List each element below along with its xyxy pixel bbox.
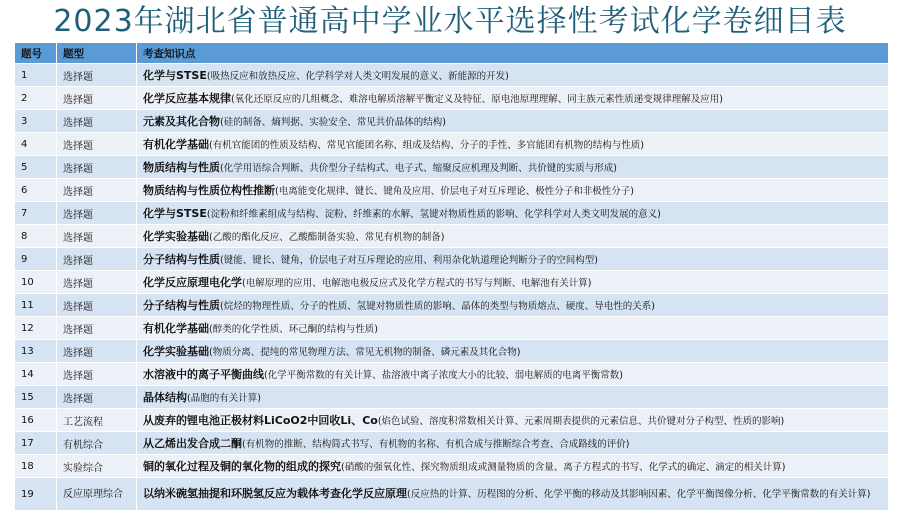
topic-text: 分子结构与性质 [143, 253, 220, 266]
cell-points [137, 455, 889, 478]
cell-type: 选择题 [57, 317, 137, 340]
cell-points [137, 248, 889, 271]
cell-points [137, 409, 889, 432]
table-row [15, 202, 889, 225]
cell-type: 选择题 [57, 225, 137, 248]
cell-num: 3 [15, 110, 57, 133]
cell-type: 有机综合 [57, 432, 137, 455]
cell-points [137, 64, 889, 87]
detail-text: (烷烃的物理性质、分子的性质、氢键对物质性质的影响、晶体的类型与物质熔点、硬度、导电性的关系) [220, 301, 655, 312]
detail-text: (淀粉和纤维素组成与结构、淀粉、纤维素的水解、氢键对物质性质的影响、化学科学对人类文明发展的意义) [206, 209, 661, 220]
cell-points [137, 294, 889, 317]
topic-text: 有机化学基础 [143, 138, 209, 151]
cell-num: 10 [15, 271, 57, 294]
cell-points [137, 225, 889, 248]
cell-points [137, 202, 889, 225]
exam-detail-table [14, 42, 889, 511]
topic-text: 化学实验基础 [143, 345, 209, 358]
topic-text: 从乙烯出发合成二酮 [143, 437, 242, 450]
page-title: 2023年湖北省普通高中学业水平选择性考试化学卷细目表 [53, 4, 847, 39]
detail-text: (物质分离、提纯的常见物理方法、常见无机物的制备、磷元素及其化合物) [209, 347, 521, 358]
detail-text: (化学用语综合判断、共价型分子结构式、电子式、缩聚反应机理及判断、共价键的实质与形成) [220, 163, 617, 174]
cell-type: 选择题 [57, 363, 137, 386]
table-row [15, 432, 889, 455]
cell-points [137, 179, 889, 202]
topic-text: 以纳米碗氢抽提和环脱氢反应为载体考查化学反应原理 [143, 487, 407, 500]
cell-num: 9 [15, 248, 57, 271]
detail-text: (反应热的计算、历程图的分析、化学平衡的移动及其影响因素、化学平衡图像分析、化学平衡常数的有关计算) [407, 489, 871, 500]
cell-type: 选择题 [57, 248, 137, 271]
table-row [15, 271, 889, 294]
table-row [15, 455, 889, 478]
cell-type: 选择题 [57, 202, 137, 225]
cell-type: 选择题 [57, 64, 137, 87]
cell-num: 2 [15, 87, 57, 110]
topic-text: 化学反应基本规律 [143, 92, 231, 105]
cell-num: 1 [15, 64, 57, 87]
cell-num: 6 [15, 179, 57, 202]
cell-points [137, 156, 889, 179]
cell-num: 16 [15, 409, 57, 432]
detail-text: (晶胞的有关计算) [187, 393, 261, 404]
cell-type: 选择题 [57, 156, 137, 179]
detail-text: (硝酸的强氧化性、探究物质组成或测量物质的含量、离子方程式的书写、化学式的确定、滴定的相关计算) [341, 462, 786, 473]
table-row [15, 64, 889, 87]
cell-points [137, 133, 889, 156]
table-row [15, 409, 889, 432]
cell-num: 12 [15, 317, 57, 340]
cell-type: 实验综合 [57, 455, 137, 478]
table-row [15, 386, 889, 409]
detail-text: (有机官能团的性质及结构、常见官能团名称、组成及结构、分子的手性、多官能团有机物的结构与性质) [209, 140, 644, 151]
table-row [15, 363, 889, 386]
table-row [15, 248, 889, 271]
cell-num: 11 [15, 294, 57, 317]
table-row [15, 317, 889, 340]
cell-num: 5 [15, 156, 57, 179]
detail-text: (电解原理的应用、电解池电极反应式及化学方程式的书写与判断、电解池有关计算) [242, 278, 592, 289]
detail-text: (化学平衡常数的有关计算、盐溶液中离子浓度大小的比较、弱电解质的电离平衡常数) [264, 370, 623, 381]
topic-text: 物质结构与性质位构性推断 [143, 184, 275, 197]
table-row [15, 340, 889, 363]
detail-text: (吸热反应和放热反应、化学科学对人类文明发展的意义、新能源的开发) [206, 71, 509, 82]
cell-points [137, 271, 889, 294]
cell-points [137, 432, 889, 455]
header-type: 题型 [57, 43, 137, 64]
cell-type: 反应原理综合 [57, 478, 137, 511]
detail-text: (键能、键长、键角，价层电子对互斥理论的应用、利用杂化轨道理论判断分子的空间构型) [220, 255, 598, 266]
cell-num: 7 [15, 202, 57, 225]
table-row [15, 156, 889, 179]
cell-type: 选择题 [57, 110, 137, 133]
detail-text: (氧化还原反应的几组概念、难溶电解质溶解平衡定义及特征、原电池原理理解、同主族元素性质递变规律理解及应用) [231, 94, 723, 105]
cell-type: 选择题 [57, 294, 137, 317]
cell-points [137, 87, 889, 110]
topic-text: 铜的氧化过程及铜的氧化物的组成的探究 [143, 460, 341, 473]
detail-text: (电离能变化规律、键长、键角及应用、价层电子对互斥理论、极性分子和非极性分子) [275, 186, 634, 197]
cell-type: 选择题 [57, 386, 137, 409]
cell-type: 选择题 [57, 340, 137, 363]
cell-num: 15 [15, 386, 57, 409]
header-points: 考查知识点 [137, 43, 889, 64]
cell-points [137, 110, 889, 133]
topic-text: 从废弃的锂电池正极材料LiCoO2中回收Li、Co [143, 414, 378, 427]
cell-num: 19 [15, 478, 57, 511]
table-row [15, 133, 889, 156]
detail-text: (有机物的推断、结构简式书写、有机物的名称、有机合成与推断综合考查、合成路线的评价) [242, 439, 630, 450]
cell-points [137, 317, 889, 340]
cell-points [137, 340, 889, 363]
topic-text: 化学反应原理电化学 [143, 276, 242, 289]
table-row [15, 294, 889, 317]
table-header-row [15, 43, 889, 64]
topic-text: 水溶液中的离子平衡曲线 [143, 368, 264, 381]
topic-text: 化学与STSE [143, 207, 207, 220]
topic-text: 分子结构与性质 [143, 299, 220, 312]
header-num: 题号 [15, 43, 57, 64]
table-row [15, 225, 889, 248]
table-row [15, 110, 889, 133]
topic-text: 有机化学基础 [143, 322, 209, 335]
table-row [15, 179, 889, 202]
topic-text: 晶体结构 [143, 391, 187, 404]
detail-text: (焰色试验、溶度积常数相关计算、元素周期表提供的元素信息、共价键对分子构型、性质的影响) [377, 416, 785, 427]
topic-text: 物质结构与性质 [143, 161, 220, 174]
table-row [15, 87, 889, 110]
cell-points [137, 363, 889, 386]
cell-num: 8 [15, 225, 57, 248]
cell-type: 选择题 [57, 133, 137, 156]
detail-text: (乙酸的酯化反应、乙酸酯制备实验、常见有机物的制备) [209, 232, 445, 243]
cell-num: 17 [15, 432, 57, 455]
cell-type: 选择题 [57, 179, 137, 202]
cell-type: 工艺流程 [57, 409, 137, 432]
topic-text: 化学与STSE [143, 69, 207, 82]
cell-type: 选择题 [57, 271, 137, 294]
cell-num: 14 [15, 363, 57, 386]
cell-num: 18 [15, 455, 57, 478]
detail-text: (硅的制备、熵判据、实验安全、常见共价晶体的结构) [220, 117, 446, 128]
topic-text: 化学实验基础 [143, 230, 209, 243]
detail-text: (醇类的化学性质、环己酮的结构与性质) [209, 324, 378, 335]
cell-type: 选择题 [57, 87, 137, 110]
topic-text: 元素及其化合物 [143, 115, 220, 128]
cell-points [137, 386, 889, 409]
cell-num: 13 [15, 340, 57, 363]
cell-num: 4 [15, 133, 57, 156]
